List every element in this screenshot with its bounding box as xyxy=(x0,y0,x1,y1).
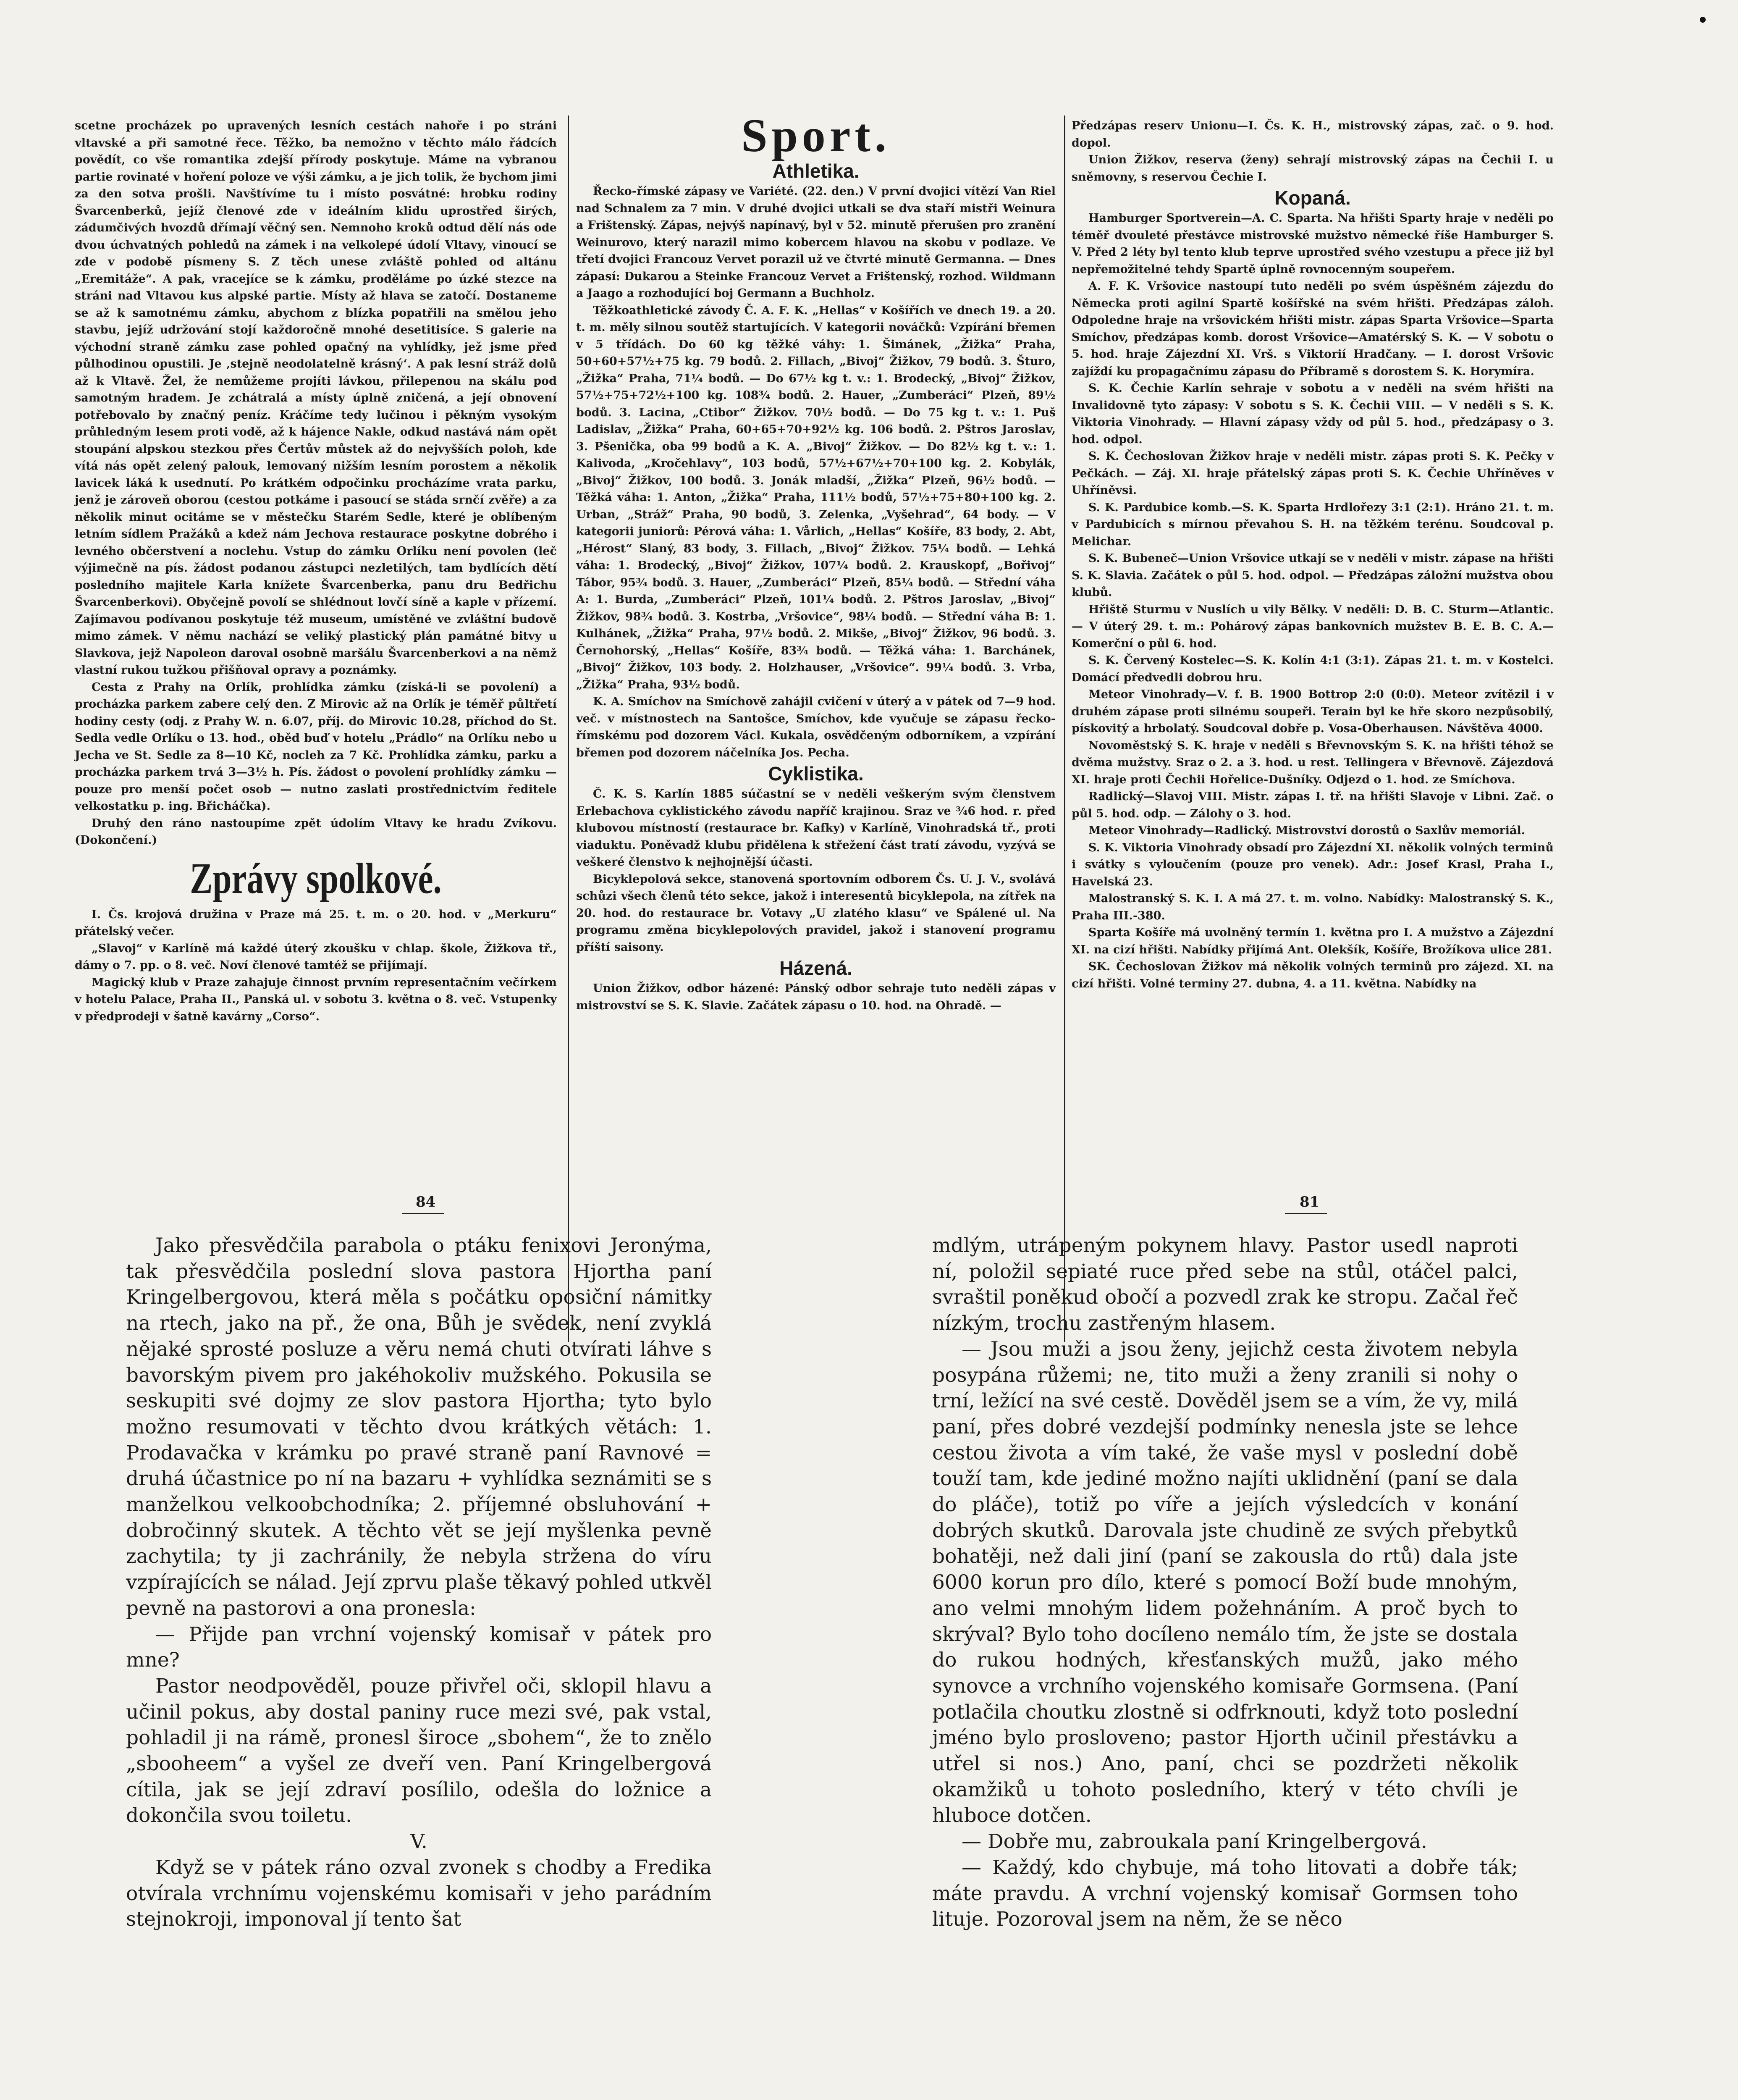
sport-column xyxy=(576,110,1056,1014)
news-item: Řecko-římské zápasy ve Variété. (22. den.) V první dvojici vítězí Van Riel nad Schnalem za 7 min. V druhé dvojici utkali se dva staří mistři Weinura a Frištenský. Zápas, nejvýš napínavý, byl v 52. minutě přerušen pro zranění Weinurovo, který narazil mimo kobercem hlavou na skobu v podlaze. Ve třetí dvojici Francouz Vervet porazil už ve čtvrté minutě Germanna. — Dnes zápasí: Dukarou a Steinke Francouz Vervet a Frištenský, rozhod. Wildmann a Jaago a rozhodující boj Germann a Buchholz. xyxy=(576,185,1056,300)
chapter-number: V. xyxy=(410,1830,427,1853)
news-item: S. K. Pardubice komb.—S. K. Sparta Hrdlořezy 3:1 (2:1). Hráno 21. t. m. v Pardubicích s mírnou převahou S. H. na těžkém terénu. Soudcoval p. Melichar. xyxy=(1072,501,1554,548)
book-paragraph: — Přijde pan vrchní vojenský komisař v pátek pro mne? xyxy=(126,1622,712,1672)
right-news-column xyxy=(1072,118,1554,992)
book-paragraph: — Dobře mu, zabroukala paní Kringelbergová. xyxy=(962,1830,1427,1853)
book-paragraph: Když se v pátek ráno ozval zvonek s chodby a Fredika otvírala vrchnímu vojenskému komisaři v jeho parádním stejnokroji, imponoval jí tento šat xyxy=(126,1856,712,1931)
news-item: Radlický—Slavoj VIII. Mistr. zápas I. tř. na hřišti Slavoje v Libni. Zač. o půl 5. hod. odp. — Zálohy o 3. hod. xyxy=(1072,790,1554,820)
news-item: A. F. K. Vršovice nastoupí tuto neděli po svém úspěšném zájezdu do Německa proti agilní Spartě košířské na svém hřišti. Předzápas záloh. Odpoledne hraje na vršovickém hřišti mistr. zápas Sparta Vršovice—Sparta Smíchov, předzápas komb. dorost Vršovice—Amatérský S. K. — V sobotu o 5. hod. hraje Zájezdní XI. Vrš. s Viktorií Hradčany. — I. dorost Vršovic zajíždí ku propagačnímu zápasu do Příbramě s dorostem S. K. Horymíra. xyxy=(1072,280,1554,378)
news-item: Malostranský S. K. I. A má 27. t. m. volno. Nabídky: Malostranský S. K., Praha III.-380. xyxy=(1072,892,1554,922)
news-item: Hamburger Sportverein—A. C. Sparta. Na hřišti Sparty hraje v neděli po téměř dvouleté přestávce mistrovské mužstvo německé říše Hamburger S. V. Před 2 léty byl tento klub teprve uprostřed svého vzestupu a přece již byl nepřemožitelné tehdy Spartě úplně rovnocenným soupeřem. xyxy=(1072,212,1554,276)
news-item: Těžkoathletické závody Č. A. F. K. „Hellas“ v Košířích ve dnech 19. a 20. t. m. měly silnou soutěž startujících. V kategorii nováčků: Vzpírání břemen v 5 třídách. Do 60 kg těžké váhy: 1. Šimánek, „Žižka“ Praha, 50+60+57½+75 kg. 79 bodů. 2. Fillach, „Bivoj“ Žižkov, 79 bodů. 3. Šturo, „Žižka“ Praha, 71¼ bodů. — Do 67½ kg t. v.: 1. Brodecký, „Bivoj“ Žižkov, 57½+75+72½+100 kg. 108¾ bodů. 2. Hauer, „Zumberáci“ Plzeň, 89½ bodů. 3. Lacina, „Ctibor“ Žižkov. 70½ bodů. — Do 75 kg t. v.: 1. Puš Ladislav, „Žižka“ Praha, 60+65+70+92½ kg. 106 bodů. 2. Pštros Jaroslav, 3. Pšenička, oba 99 bodů a K. A. „Bivoj“ Žižkov. — Do 82½ kg t. v.: 1. Kalivoda, „Kročehlavy“, 103 bodů, 57½+67½+70+100 kg. 2. Kobylák, „Bivoj“ Žižkov, 100 bodů. 3. Jonák mladší, „Žižka“ Plzeň, 96½ bodů. — Těžká váha: 1. Anton, „Žižka“ Praha, 111½ bodů, 57½+75+80+100 kg. 2. Urban, „Stráž“ Praha, 90 bodů, 3. Zelenka, „Vyšehrad“, 64 body. — V kategorii juniorů: Pérová váha: 1. Vårlich, „Hellas“ Košíře, 83 body, 2. Abt, „Hérost“ Slaný, 83 body, 3. Fillach, „Bivoj“ Žižkov. 75¼ bodů. — Lehká váha: 1. Brodecký, „Bivoj“ Žižkov, 107¼ bodů. 2. Krauskopf, „Bořivoj“ Tábor, 95¾ bodů. 3. Hauer, „Zumberáci“ Plzeň, 85¼ bodů. — Střední váha A: 1. Burda, „Zumberáci“ Plzeň, 101¼ bodů. 2. Pštros Jaroslav, „Bivoj“ Žižkov, 98¾ bodů. 3. Kostrba, „Vršovice“, 98¼ bodů. — Střední váha B: 1. Kulhánek, „Žižka“ Praha, 97½ bodů. 2. Mikše, „Bivoj“ Žižkov, 96 bodů. 3. Černohorský, „Hellas“ Košíře, 83¾ bodů. — Těžká váha: 1. Barchánek, „Bivoj“ Žižkov, 103 body. 2. Holzhauser, „Vršovice“. 99¼ bodů. 3. Vrba, „Žižka“ Praha, 93½ bodů. xyxy=(576,304,1056,691)
page-number-underline xyxy=(402,1213,444,1214)
news-item: Meteor Vinohrady—V. f. B. 1900 Bottrop 2:0 (0:0). Meteor zvítězil i v druhém zápase proti silnému soupeři. Terain byl ke hře skoro nezpůsobilý, pískovitý a hrbolatý. Soudcoval dobře p. Vosa-Oberhausen. Návštěva 4000. xyxy=(1072,688,1554,735)
page-number-left: 84 xyxy=(416,1194,436,1210)
left-news-column xyxy=(75,118,557,1025)
news-paragraph: Cesta z Prahy na Orlík, prohlídka zámku (získá-li se povolení) a procházka parkem zabere celý den. Z Mirovic až na Orlík je téměř půltřetí hodiny cesty (odj. z Prahy W. n. 6.07, příj. do Mirovic 10.28, příchod do St. Sedla vedle Orlíku o 13. hod., oběd buď v hotelu „Prádlo“ na Orlíku nebo u Jecha ve St. Sedle za 8—10 Kč, nocleh za 7 Kč. Prohlídka zámku, parku a procházka parkem trvá 3—3½ h. Pís. žádost o povolení prohlídky zámku — pouze pro menší počet osob — nutno zaslati prostřednictvím ředitele velkostatku p. ing. Břicháčka). xyxy=(75,680,557,813)
news-item: Sparta Košíře má uvolněný termín 1. května pro I. A mužstvo a Zájezdní XI. na cizí hřišti. Nabídky přijímá Ant. Olekšík, Košíře, Brožíkova ulice 281. xyxy=(1072,926,1554,956)
news-item: „Slavoj“ v Karlíně má každé úterý zkoušku v chlap. škole, Žižkova tř., dámy o 7. pp. o 8. več. Noví členové tamtéž se přijímají. xyxy=(75,942,557,972)
news-item: Novoměstský S. K. hraje v neděli s Břevnovským S. K. na hřišti téhož se dvěma mužstvy. Sraz o 2. a 3. hod. u rest. Tellingera v Břevnově. Zájezdová XI. hraje proti Čechii Hořelice-Dušníky. Odjezd o 1. hod. ze Smíchova. xyxy=(1072,739,1554,786)
news-item: I. Čs. krojová družina v Praze má 25. t. m. o 20. hod. v „Merkuru“ přátelský večer. xyxy=(75,908,557,938)
news-item: Union Žižkov, reserva (ženy) sehrají mistrovský zápas na Čechii I. u sněmovny, s reservou Čechie I. xyxy=(1072,153,1554,184)
sport-title: Sport. xyxy=(741,110,891,162)
news-item: S. K. Čechie Karlín sehraje v sobotu a v neděli na svém hřišti na Invalidovně tyto zápasy: V sobotu s S. K. Čechii VIII. — V neděli s S. K. Viktoria Vinohrady. — Hlavní zápasy vždy od půl 5. hod., předzápasy o 3. hod. odpol. xyxy=(1072,382,1554,446)
news-item: S. K. Červený Kostelec—S. K. Kolín 4:1 (3:1). Zápas 21. t. m. v Kostelci. Domácí předvedli dobrou hru. xyxy=(1072,654,1554,684)
news-item: Předzápas reserv Unionu—I. Čs. K. H., mistrovský zápas, zač. o 9. hod. dopol. xyxy=(1072,119,1554,150)
news-item: Meteor Vinohrady—Radlický. Mistrovství dorostů o Saxlův memoriál. xyxy=(1088,824,1526,837)
news-item: Union Žižkov, odbor házené: Pánský odbor sehraje tuto neděli zápas v mistrovství se S. K. Slavie. Začátek zápasu o 10. hod. na Ohradě. — xyxy=(576,982,1056,1012)
news-item: Magický klub v Praze zahajuje činnost prvním representačním večírkem v hotelu Palace, Praha II., Panská ul. v sobotu 3. května o 8. več. Vstupenky v předprodeji v šatně kavárny „Corso“. xyxy=(75,976,557,1023)
book-paragraph: — Každý, kdo chybuje, má toho litovati a dobře ták; máte pravdu. A vrchní vojenský komisař Gormsen toho lituje. Pozoroval jsem na něm, že se něco xyxy=(932,1856,1518,1931)
book-paragraph: mdlým, utrápeným pokynem hlavy. Pastor usedl naproti ní, položil sepiaté ruce před sebe na stůl, otáčel palci, svraštil poněkud obočí a pozvedl zrak ke stropu. Začal řeč nízkým, trochu zastřeným hlasem. xyxy=(932,1234,1518,1335)
book-page-right xyxy=(932,1233,1518,1932)
scan-speck xyxy=(1700,17,1706,23)
news-item: K. A. Smíchov na Smíchově zahájil cvičení v úterý a v pátek od 7—9 hod. več. v místnostech na Santošce, Smíchov, kde vyučuje se zápasu řecko-římskému pod dozorem Václ. Kukala, osvědčeným odborníkem, a vzpírání břemen pod dozorem náčelníka Jos. Pecha. xyxy=(576,695,1056,759)
news-item: Č. K. S. Karlín 1885 súčastní se v neděli veškerým svým členstvem Erlebachova cyklistického závodu napříč krajinou. Sraz ve ¾6 hod. r. před klubovou místností (restaurace br. Kafky) v Karlíně, Vinohradská tř., proti viaduktu. Poněvadž klubu přidělena k střežení část tratí závodu, vyzývá se veškeré členstvo k nejhojnější účasti. xyxy=(576,788,1056,869)
section-heading-kopana: Kopaná. xyxy=(1274,187,1351,209)
section-heading-athletika: Athletika. xyxy=(772,160,860,182)
news-paragraph: Druhý den ráno nastoupíme zpět údolím Vltavy ke hradu Zvíkovu. (Dokončení.) xyxy=(75,816,557,847)
column-divider xyxy=(568,116,569,1342)
news-item: Hřiště Sturmu v Nuslích u vily Bělky. V neděli: D. B. C. Sturm—Atlantic. — V úterý 29. t. m.: Pohárový zápas bankovních mužstev B. E. B. C. A.—Komerční o půl 6. hod. xyxy=(1072,603,1554,650)
news-item: S. K. Viktoria Vinohrady obsadí pro Zájezdní XI. několik volných terminů i svátky s vyloučením (pouze pro venek). Adr.: Josef Krasl, Praha I., Havelská 23. xyxy=(1072,841,1554,888)
news-item: S. K. Čechoslovan Žižkov hraje v neděli mistr. zápas proti S. K. Pečky v Pečkách. — Záj. XI. hraje přátelský zápas proti S. K. Čechie Uhříněves v Uhříněvsi. xyxy=(1072,450,1554,497)
news-paragraph: scetne procházek po upravených lesních cestách nahoře i po stráni vltavské a při samotné řece. Těžko, ba nemožno v těchto málo řádcích povědít, co vše romantika zdejší přírody poskytuje. Máme na vybranou partie rovinaté v hoření poloze ve výši zámku, a je jich tolik, že bychom jimi za den sotva prošli. Navštívíme tu i místo posvátné: hrobku rodiny Švarcenberků, jejíž členové zde v ideálním klidu uprostřed širých, zádumčivých hvozdů dřímají věčný sen. Nemnoho kroků odtud dělí nás ode dvou úchvatných pohledů na zámek i na velkolepé údolí Vltavy, vinoucí se zde v podobě písmeny S. Z těch unese zvláště pohled od altánu „Eremitáže“. A pak, vracejíce se k zámku, proděláme po úzké stezce na stráni nad Vltavou kus alpské partie. Místy až hlava se zatočí. Dostaneme se až k samotnému zámku, abychom z blízka popatřili na smělou jeho stavbu, jejíž udržování stojí každoročně mnohé desetitisíce. S galerie na východní straně zámku zase pohled opačný na vyhlídky, jež jsme před půlhodinou opustili. Je ‚stejně neodolatelně krásný‘. A pak lesní stráž dolů až k Vltavě. Žel, že nemůžeme projíti lávkou, přilepenou na skálu pod samotným hradem. Je zchátralá a místy úplně zničená, a její obnovení potřebovalo by značný peníz. Kráčíme tedy lučinou i pěkným vysokým průhledným lesem proti vodě, až k hájence Nakle, odkud nastává nám opět stoupání alpskou stezkou přes Čertův můstek až do nejvyšších poloh, kde vítá nás opět zelený palouk, lemovaný nižším lesním porostem a několik lavicek láká k usednutí. Po krátkém odpočinku procházíme vrata parku, jenž je zároveň oborou (cestou potkáme i pasoucí se stáda srnčí zvěře) a za několik minut ocitáme se v městečku Starém Sedle, které je oblíbeným letním sídlem Pražáků a kdež nám Jechova restaurace poskytne dobrého i levného občerstvení a noclehu. Vstup do zámku Orlíku není povolen (leč výjimečně na pís. žádost podanou zástupci nezletilých, tam bydlících dětí posledního majitele Karla knížete Švarcenberka, panu dru Bedřichu Švarcenberkovi). Obyčejně povolí se shlédnout lovčí síně a kaple v přízemí. Zajímavou podívanou poskytuje též museum, umístěné ve zvláštní budově mimo zámek. V němu nachází se veliký plastický plán památné bitvy u Slavkova, jejž Napoleon daroval osobně maršálu Švarcenberkovi a na němž vlastní rukou tužkou přišňoval opravy a poznámky. xyxy=(75,119,557,677)
book-paragraph: Pastor neodpověděl, pouze přivřel oči, sklopil hlavu a učinil pokus, aby dostal paniny ruce mezi své, pak vstal, pohladil ji na rámě, pronesl široce „sbohem“, že to znělo „sbooheem“ a vyšel ze dveří ven. Paní Kringelbergová cítila, jak se její zdraví posílilo, odešla do ložnice a dokončila svou toiletu. xyxy=(126,1674,712,1827)
section-heading-zpravy: Zprávy spolkové. xyxy=(190,854,442,903)
page-number-right: 81 xyxy=(1300,1194,1320,1210)
news-item: SK. Čechoslovan Žižkov má několik volných terminů pro zájezd. XI. na cizí hřišti. Volné terminy 27. dubna, 4. a 11. května. Nabídky na xyxy=(1072,960,1554,990)
section-heading-hazena: Házená. xyxy=(779,957,852,979)
news-item: S. K. Bubeneč—Union Vršovice utkají se v neděli v mistr. zápase na hřišti S. K. Slavia. Začátek o půl 5. hod. odpol. — Předzápas záložní mužstva obou klubů. xyxy=(1072,552,1554,599)
column-divider xyxy=(1064,116,1065,1342)
page-number-underline xyxy=(1285,1213,1327,1214)
book-paragraph: Jako přesvědčila parabola o ptáku fenixovi Jeronýma, tak přesvědčila poslední slova pastora Hjortha paní Kringelbergovou, která měla s počátku oposiční námitky na rtech, jako na př., že ona, Bůh je svědek, není zvyklá nějaké sprosté posluze a věru nemá chuti otvírati láhve s bavorským pivem pro jakéhokoliv mužského. Pokusila se seskupiti své dojmy ze slov pastora Hjortha; tyto bylo možno resumovati v těchto dvou krátkých větách: 1. Prodavačka v krámku po pravé straně paní Ravnové = druhá účastnice po ní na bazaru + vyhlídka seznámiti se s manželkou velkoobchodníka; 2. příjemné obsluhování + dobročinný skutek. A těchto vět se její myšlenka pevně zachytila; ty ji zachránily, že nebyla stržena do víru vzpírajících se nálad. Její zprvu plaše těkavý pohled utkvěl pevně na pastorovi a ona pronesla: xyxy=(126,1234,712,1620)
book-page-left xyxy=(126,1233,712,1932)
news-item: Bicyklepolová sekce, stanovená sportovním odborem Čs. U. J. V., svolává schůzi všech členů této sekce, jakož i interesentů bicyklepola, na zítřek na 20. hod. do restaurace br. Votavy „U zlatého klasu“ ve Spálené ul. Na programu změna bicyklepolových pravidel, jakož i stanovení programu příští saisony. xyxy=(576,872,1056,954)
section-heading-cyklistika: Cyklistika. xyxy=(768,763,864,785)
book-paragraph: — Jsou muži a jsou ženy, jejichž cesta životem nebyla posypána růžemi; ne, tito muži a ženy zranili si nohy o trní, ležící na své cestě. Dověděl jsem se a vím, že vy, milá paní, přes dobré vezdejší podmínky nenesla jste se lehce cestou života a vím také, že vaše mysl v poslední době touží tam, kde jediné možno najíti uklidnění (paní se dala do pláče), totiž po víře a jejích výsledcích v konání dobrých skutků. Darovala jste chudině ze svých přebytků bohatěji, než dali jiní (paní se zakousla do rtů) dala jste 6000 korun pro dílo, které s pomocí Boží bude mnohým, ano velmi mnohým lidem požehnáním. A proč bych to skrýval? Bylo toho docíleno nemálo tím, že jste se dostala do rukou hodných, křesťanských mužů, jako mého synovce a vrchního vojenského komisaře Gormsena. (Paní potlačila choutku zlostně si odfrknouti, když toto poslední jméno bylo prosloveno; pastor Hjorth učinil přestávku a utřel si nos.) Ano, paní, chci se pozdržeti několik okamžiků u tohoto posledního, který v této chvíli je hluboce dotčen. xyxy=(932,1337,1518,1827)
